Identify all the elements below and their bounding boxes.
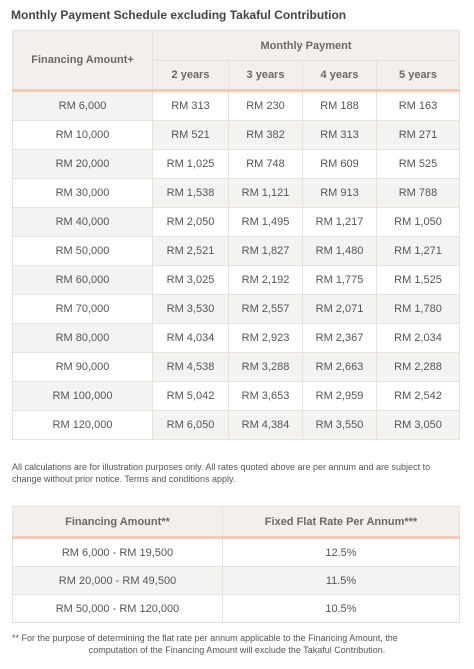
flat-rate-table	[12, 506, 460, 623]
payment-cell: RM 1,025	[153, 150, 229, 179]
financing-amount-cell: RM 70,000	[13, 295, 153, 324]
financing-amount-cell: RM 90,000	[13, 353, 153, 382]
financing-amount-cell: RM 6,000	[13, 91, 153, 121]
payment-cell: RM 3,025	[153, 266, 229, 295]
monthly-payment-header: Monthly Payment	[153, 31, 460, 61]
financing-amount-cell: RM 100,000	[13, 382, 153, 411]
payment-cell: RM 1,271	[377, 237, 460, 266]
payment-cell: RM 1,525	[377, 266, 460, 295]
payment-cell: RM 1,050	[377, 208, 460, 237]
page-title: Monthly Payment Schedule excluding Takaful Contribution	[11, 8, 347, 22]
payment-cell: RM 4,538	[153, 353, 229, 382]
payment-cell: RM 2,542	[377, 382, 460, 411]
payment-cell: RM 3,653	[229, 382, 303, 411]
payment-cell: RM 1,480	[303, 237, 377, 266]
payment-cell: RM 382	[229, 121, 303, 150]
table-row	[13, 295, 460, 324]
payment-cell: RM 4,384	[229, 411, 303, 440]
rate-cell: 11.5%	[223, 567, 460, 595]
table-row	[13, 353, 460, 382]
payment-cell: RM 1,538	[153, 179, 229, 208]
payment-cell: RM 2,034	[377, 324, 460, 353]
table-row	[13, 382, 460, 411]
table-row	[13, 411, 460, 440]
payment-cell: RM 913	[303, 179, 377, 208]
amount-range-cell: RM 6,000 - RM 19,500	[13, 538, 223, 567]
payment-cell: RM 525	[377, 150, 460, 179]
table-row	[13, 150, 460, 179]
table-row	[13, 121, 460, 150]
financing-amount-cell: RM 120,000	[13, 411, 153, 440]
table-row	[13, 91, 460, 121]
year-header-5: 5 years	[377, 61, 460, 91]
payment-cell: RM 2,923	[229, 324, 303, 353]
amount-range-cell: RM 20,000 - RM 49,500	[13, 567, 223, 595]
payment-cell: RM 2,050	[153, 208, 229, 237]
payment-cell: RM 163	[377, 91, 460, 121]
financing-amount-cell: RM 80,000	[13, 324, 153, 353]
payment-cell: RM 1,121	[229, 179, 303, 208]
year-header-2: 2 years	[153, 61, 229, 91]
payment-cell: RM 188	[303, 91, 377, 121]
payment-cell: RM 2,959	[303, 382, 377, 411]
payment-cell: RM 2,071	[303, 295, 377, 324]
payment-cell: RM 3,530	[153, 295, 229, 324]
payment-cell: RM 2,288	[377, 353, 460, 382]
rate-cell: 12.5%	[223, 538, 460, 567]
payment-cell: RM 1,827	[229, 237, 303, 266]
payment-cell: RM 609	[303, 150, 377, 179]
payment-cell: RM 1,495	[229, 208, 303, 237]
table-row	[13, 324, 460, 353]
payment-cell: RM 521	[153, 121, 229, 150]
payment-cell: RM 2,192	[229, 266, 303, 295]
table-row	[13, 208, 460, 237]
financing-amount-cell: RM 20,000	[13, 150, 153, 179]
payment-cell: RM 1,775	[303, 266, 377, 295]
payment-cell: RM 2,521	[153, 237, 229, 266]
payment-schedule-table	[12, 30, 460, 440]
table-row	[13, 595, 460, 623]
payment-cell: RM 1,780	[377, 295, 460, 324]
financing-amount-cell: RM 60,000	[13, 266, 153, 295]
table-row	[13, 237, 460, 266]
flat-rate-header: Fixed Flat Rate Per Annum***	[223, 507, 460, 538]
payment-cell: RM 313	[303, 121, 377, 150]
payment-cell: RM 313	[153, 91, 229, 121]
footnote	[12, 632, 462, 656]
year-header-4: 4 years	[303, 61, 377, 91]
year-header-3: 3 years	[229, 61, 303, 91]
amount-range-cell: RM 50,000 - RM 120,000	[13, 595, 223, 623]
payment-cell: RM 1,217	[303, 208, 377, 237]
table-row	[13, 567, 460, 595]
payment-cell: RM 2,367	[303, 324, 377, 353]
payment-cell: RM 3,050	[377, 411, 460, 440]
footnote-line-1: ** For the purpose of determining the flat rate per annum applicable to the Financing Amount, the	[12, 633, 398, 643]
disclaimer-text: All calculations are for illustration purposes only. All rates quoted above are per annum and are subject to change without prior notice. Terms and conditions apply.	[12, 462, 431, 484]
financing-amount-cell: RM 40,000	[13, 208, 153, 237]
payment-cell: RM 788	[377, 179, 460, 208]
payment-cell: RM 4,034	[153, 324, 229, 353]
footnote-line-2: computation of the Financing Amount will exclude the Takaful Contribution.	[88, 645, 386, 655]
payment-cell: RM 3,550	[303, 411, 377, 440]
rate-cell: 10.5%	[223, 595, 460, 623]
payment-cell: RM 6,050	[153, 411, 229, 440]
payment-cell: RM 3,288	[229, 353, 303, 382]
financing-amount-header: Financing Amount**	[13, 507, 223, 538]
financing-amount-cell: RM 30,000	[13, 179, 153, 208]
payment-cell: RM 230	[229, 91, 303, 121]
payment-cell: RM 271	[377, 121, 460, 150]
financing-amount-cell: RM 50,000	[13, 237, 153, 266]
payment-cell: RM 2,557	[229, 295, 303, 324]
payment-cell: RM 748	[229, 150, 303, 179]
table-row	[13, 179, 460, 208]
table-row	[13, 538, 460, 567]
table-row	[13, 266, 460, 295]
financing-amount-cell: RM 10,000	[13, 121, 153, 150]
payment-cell: RM 2,663	[303, 353, 377, 382]
payment-cell: RM 5,042	[153, 382, 229, 411]
financing-amount-header: Financing Amount+	[13, 31, 153, 91]
